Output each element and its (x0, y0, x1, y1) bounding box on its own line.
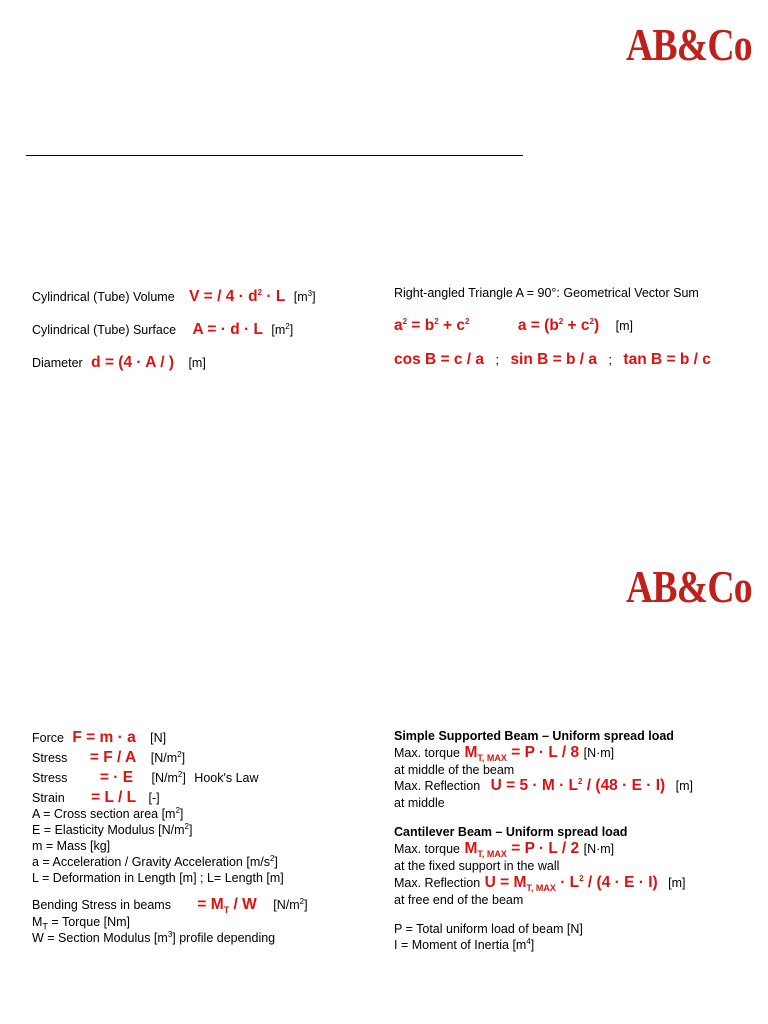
simple-reflection-row (394, 777, 693, 795)
cylinder-volume-unit: $[m^3]$ (293, 288, 316, 304)
def-load: P = Total uniform load of beam [N] (394, 922, 583, 936)
cylinder-surface-row (32, 321, 293, 339)
stress-row (32, 749, 185, 767)
force-label: Force (32, 731, 64, 745)
cantilever-reflection-row (394, 874, 685, 892)
cos-formula: cos B = c / a (394, 351, 485, 368)
simple-torque-unit: [N·m] (583, 746, 615, 760)
sin-formula: sin B = b / a (510, 351, 598, 368)
beam-definitions (394, 921, 583, 953)
strain-label: Strain (32, 791, 65, 805)
force-formula: F = m · a (72, 729, 136, 746)
diameter-label: Diameter (32, 356, 83, 370)
cylinder-surface-unit: $[m^2]$ (271, 321, 294, 337)
def-inertia: I = Moment of Inertia $[m^4]$ (394, 936, 535, 952)
trig-row (394, 351, 711, 369)
simple-reflection-unit: [m] (675, 779, 693, 793)
stress-label: Stress (32, 751, 68, 765)
strain-unit: [-] (148, 791, 160, 805)
simple-torque-label: Max. torque (394, 746, 461, 760)
company-logo: AB&Co (626, 19, 752, 70)
simple-reflection-label: Max. Reflection (394, 779, 481, 793)
bending-label: Bending Stress in beams (32, 898, 171, 912)
force-unit: [N] (150, 731, 167, 745)
cylinder-volume-formula: V = / $4 \cdot d^2 \cdot L$ (189, 287, 286, 305)
cantilever-torque-where: at the fixed support in the wall (394, 859, 560, 873)
cylinder-surface-formula: A = · d · L (192, 321, 263, 338)
pythagoras-row (394, 317, 633, 335)
cantilever-reflection-unit: [m] (668, 876, 686, 890)
bending-definitions (32, 914, 275, 946)
cantilever-torque-unit: [N·m] (583, 842, 615, 856)
hypotenuse-formula: $a = (b^2 + c^2)$ (517, 316, 600, 334)
cantilever-reflection-formula: $U = M_{T, MAX} \cdot L^2 / (4 \cdot E \cdot I)$ (484, 873, 658, 894)
def-deformation: L = Deformation in Length [m] ; L= Length [m] (32, 871, 284, 885)
cylinder-surface-label: Cylindrical (Tube) Surface (32, 323, 177, 337)
cantilever-torque-row (394, 840, 614, 858)
cantilever-reflection-label: Max. Reflection (394, 876, 481, 890)
stress-hook-row (32, 769, 259, 787)
bending-formula: = $M_T$ / W (197, 896, 257, 916)
simple-torque-where: at middle of the beam (394, 763, 515, 777)
mechanics-definitions (32, 806, 284, 886)
simple-reflection-formula: $U = 5 \cdot M \cdot L^2 / (48 \cdot E \cdot I)$ (490, 776, 666, 794)
stress-hook-formula: = · E (99, 769, 134, 786)
stress-unit: $[N/m^2]$ (150, 749, 186, 765)
cantilever-beam-title: Cantilever Beam – Uniform spread load (394, 825, 628, 839)
def-section-modulus: W = Section Modulus $[m^3]$ profile depending (32, 929, 276, 945)
cantilever-torque-label: Max. torque (394, 842, 461, 856)
diameter-row (32, 354, 206, 372)
def-mass: m = Mass [kg] (32, 839, 111, 853)
strain-formula: = L / L (91, 789, 137, 806)
pythagoras-formula: $a^2 = b^2 + c^2$ (394, 316, 470, 334)
stress-formula: = F / A (89, 749, 137, 766)
diameter-unit: [m] (188, 356, 206, 370)
stress-hook-unit: $[N/m^2]$ (151, 769, 186, 785)
def-area: A = Cross section area $[m^2]$ (32, 805, 184, 821)
cantilever-reflection-where: at free end of the beam (394, 893, 524, 907)
diameter-formula: d = (4 · A / ) (91, 354, 174, 371)
simple-torque-formula: $M_{T, MAX} = P \cdot L / 8$ (464, 744, 580, 764)
company-logo-second: AB&Co (626, 561, 752, 612)
def-torque: $M_T$ = Torque [Nm] (32, 915, 131, 932)
hypotenuse-unit: [m] (615, 319, 633, 333)
simple-reflection-where: at middle (394, 796, 445, 810)
def-acceleration: a = Acceleration / Gravity Acceleration $[m/s^2]$ (32, 853, 278, 869)
bending-row (32, 896, 308, 914)
strain-row (32, 789, 160, 807)
def-elasticity: E = Elasticity Modulus $[N/m^2]$ (32, 821, 193, 837)
bending-unit: $[N/m^2]$ (273, 896, 308, 912)
simple-torque-row (394, 744, 614, 762)
stress-hook-label: Stress (32, 771, 68, 785)
simple-beam-title: Simple Supported Beam – Uniform spread load (394, 729, 674, 743)
cylinder-volume-row (32, 288, 316, 306)
trig-separator: ; (608, 353, 612, 367)
tan-formula: tan B = b / c (623, 351, 711, 368)
cantilever-torque-formula: $M_{T, MAX} = P \cdot L / 2$ (464, 840, 580, 860)
cylinder-volume-label: Cylindrical (Tube) Volume (32, 290, 175, 304)
hook-law-note: Hook's Law (194, 771, 259, 785)
triangle-title: Right-angled Triangle A = 90°: Geometrical Vector Sum (394, 286, 699, 300)
header-rule (26, 155, 523, 156)
trig-separator: ; (495, 353, 499, 367)
force-row (32, 729, 166, 747)
